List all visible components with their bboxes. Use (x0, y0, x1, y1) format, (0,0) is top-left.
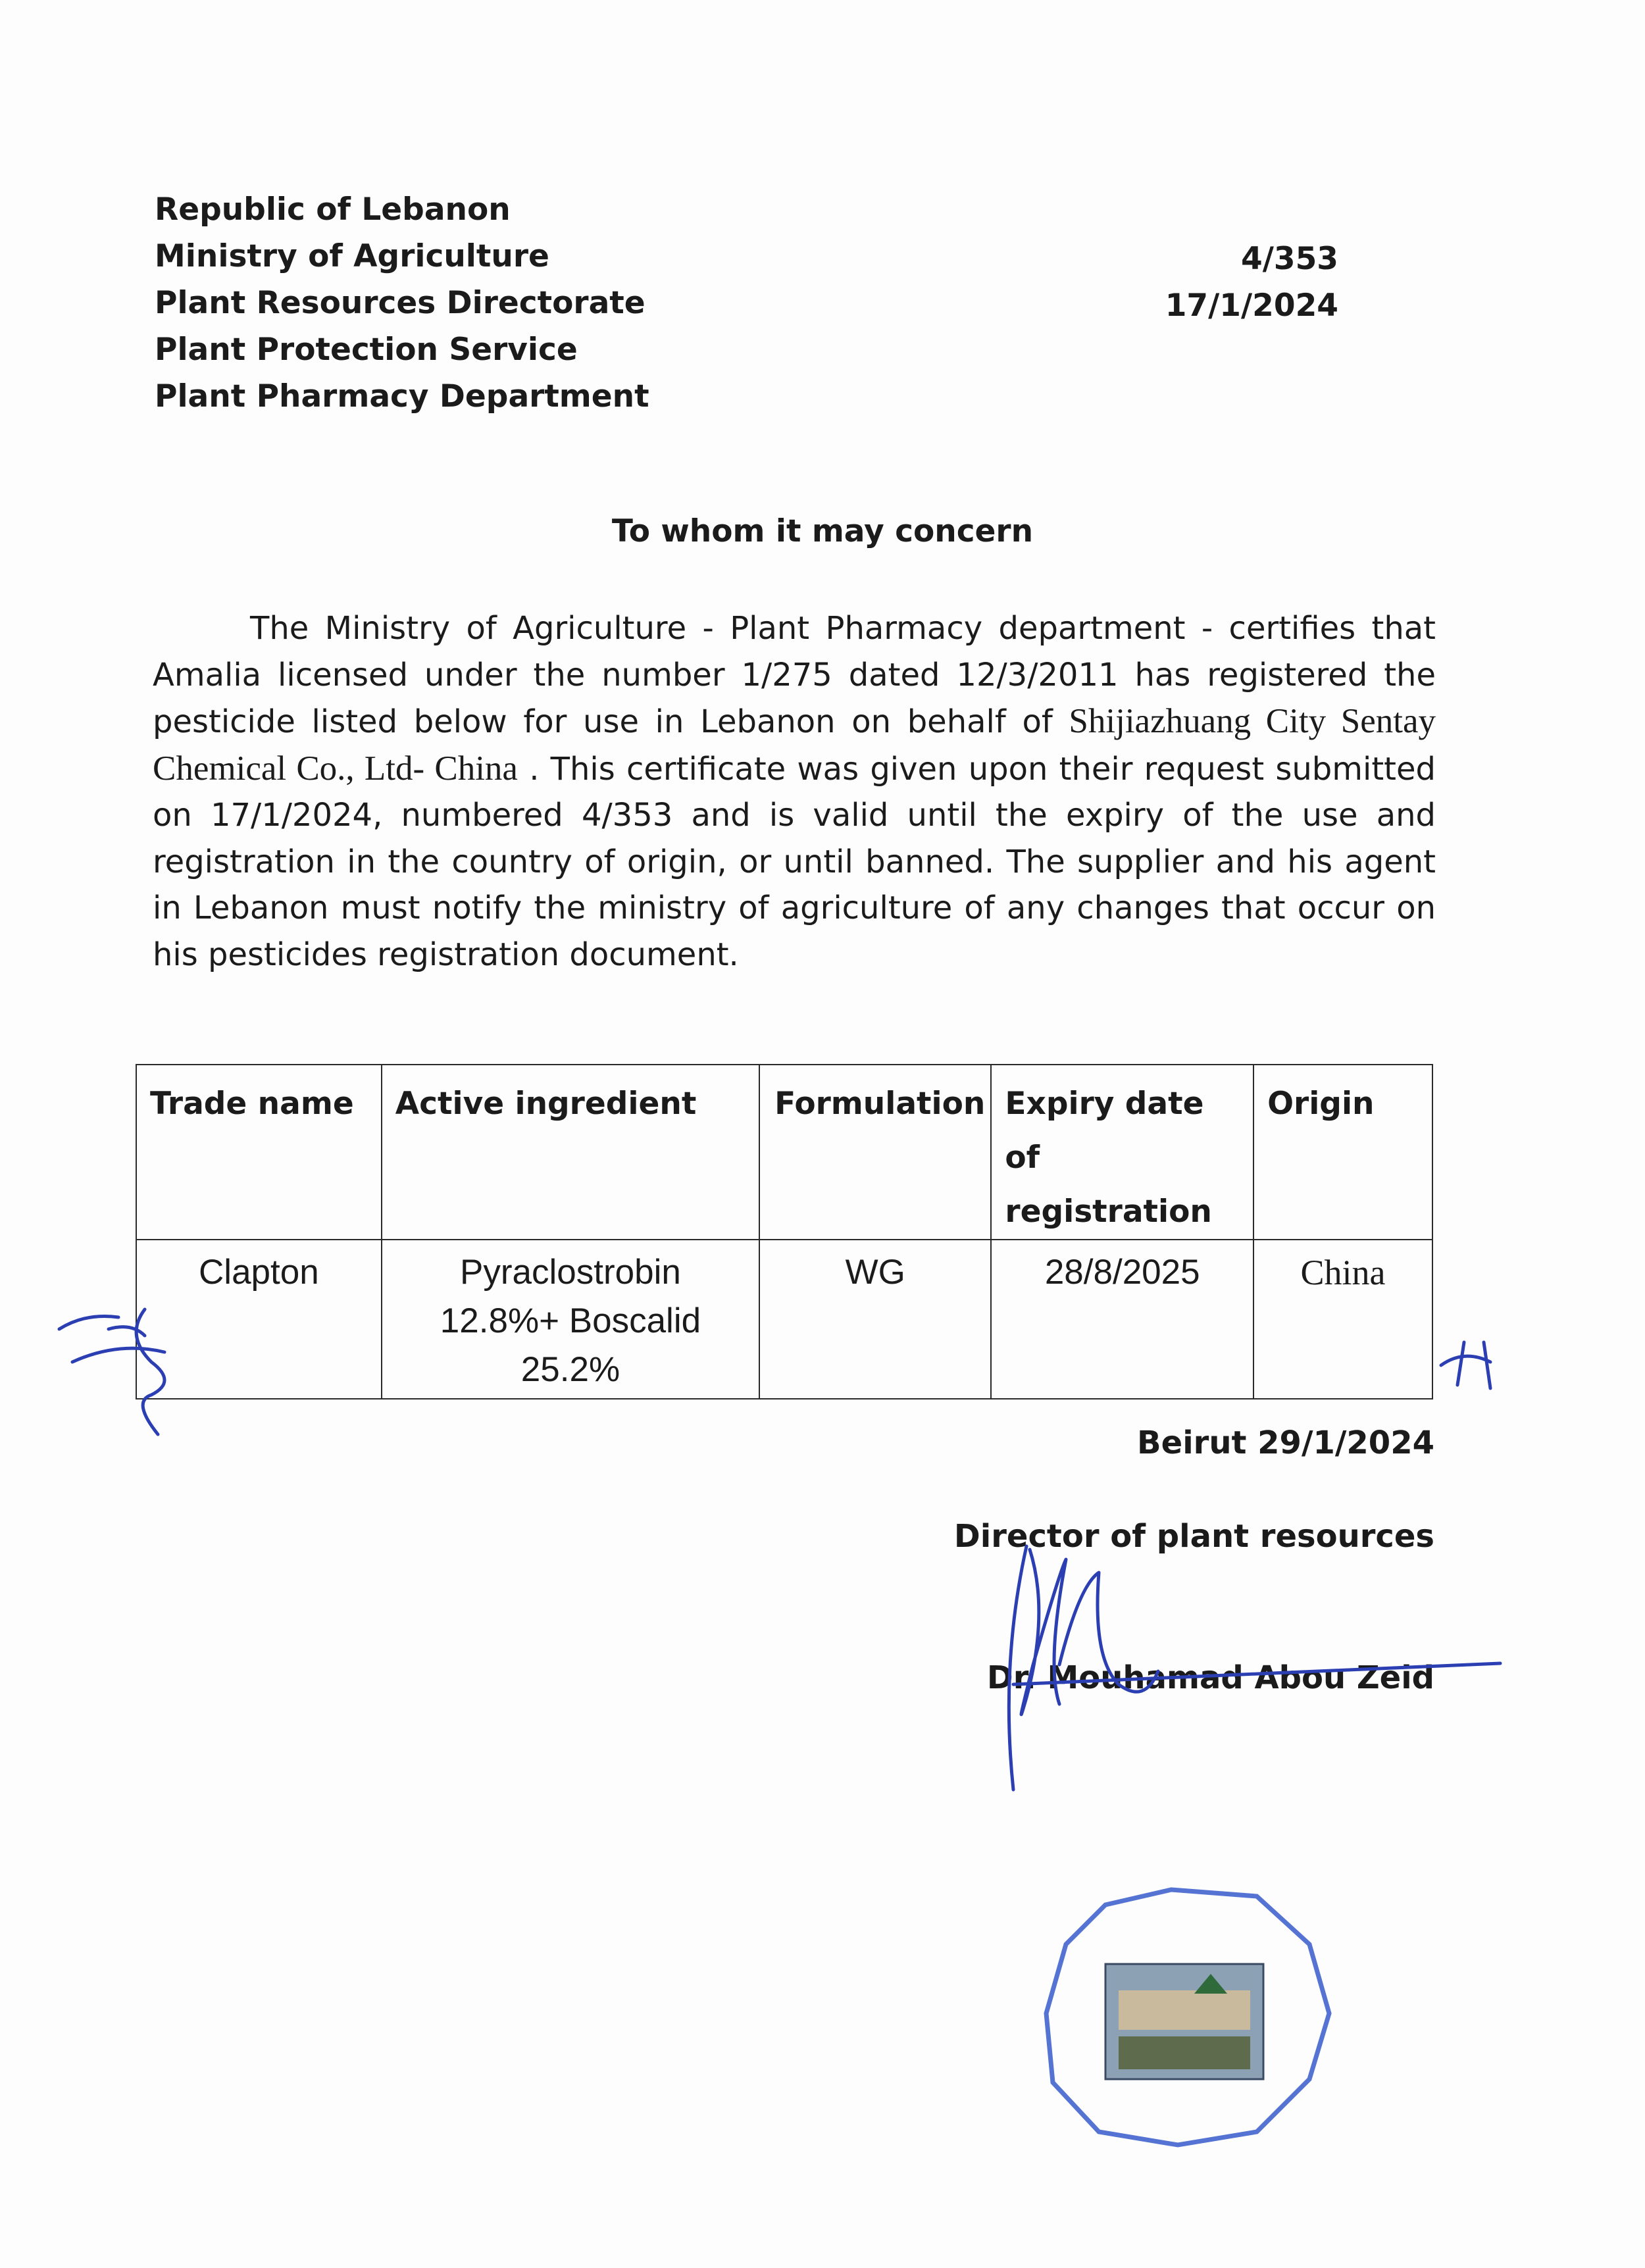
body-text-1: The Ministry of Agriculture - Plant Pharmacy department - certifies that Amalia licensed under the number 1/275 dated 12/3/2011 has registered the pesticide listed below for use in Lebanon on behalf of (153, 610, 1436, 740)
signatory-name: Dr. Mouhamad Abou Zeid (986, 1659, 1434, 1696)
table-header-row (136, 1065, 1432, 1240)
column-header: Origin (1253, 1065, 1432, 1240)
body-text-2: . This certificate was given upon their request submitted on 17/1/2024, numbered 4/353 and is valid until the expiry of the use and registration in the country of origin, or until banned. The supplier and his agent in Lebanon must notify the ministry of agriculture of any changes that occur on his pesticides registration document. (153, 750, 1436, 973)
column-header: Expiry date of registration (991, 1065, 1253, 1240)
origin-cell: China (1253, 1240, 1432, 1399)
header-line: Plant Resources Directorate (155, 285, 645, 321)
company-name: Shijiazhuang City Sentay Chemical Co., Ltd- China (153, 702, 1436, 788)
reference-date: 17/1/2024 (1165, 288, 1338, 324)
certificate-body (153, 605, 1436, 978)
registration-table (136, 1064, 1433, 1399)
formulation-cell: WG (759, 1240, 991, 1399)
active-ingredient-cell: Pyraclostrobin 12.8%+ Boscalid 25.2% (382, 1240, 759, 1399)
initials-left-mark (46, 1290, 191, 1448)
header-line: Plant Pharmacy Department (155, 378, 649, 415)
table-row (136, 1240, 1432, 1399)
header-line: Ministry of Agriculture (155, 238, 549, 274)
reference-number: 4/353 (1241, 241, 1338, 277)
header-line: Plant Protection Service (155, 332, 578, 368)
column-header: Trade name (136, 1065, 382, 1240)
signature (987, 1533, 1513, 1809)
column-header: Formulation (759, 1065, 991, 1240)
subject-line: To whom it may concern (611, 513, 1034, 549)
header-line: Republic of Lebanon (155, 191, 511, 228)
signatory-title: Director of plant resources (953, 1518, 1434, 1555)
reference-block (1165, 236, 1338, 329)
ministry-stamp (1040, 1882, 1355, 2158)
issuer-header (155, 186, 649, 420)
body-paragraph (153, 605, 1436, 978)
expiry-date-cell: 28/8/2025 (991, 1240, 1253, 1399)
initials-right-mark (1428, 1329, 1507, 1395)
trade-name-cell: Clapton (136, 1240, 382, 1399)
place-date: Beirut 29/1/2024 (1137, 1424, 1434, 1461)
column-header: Active ingredient (382, 1065, 759, 1240)
